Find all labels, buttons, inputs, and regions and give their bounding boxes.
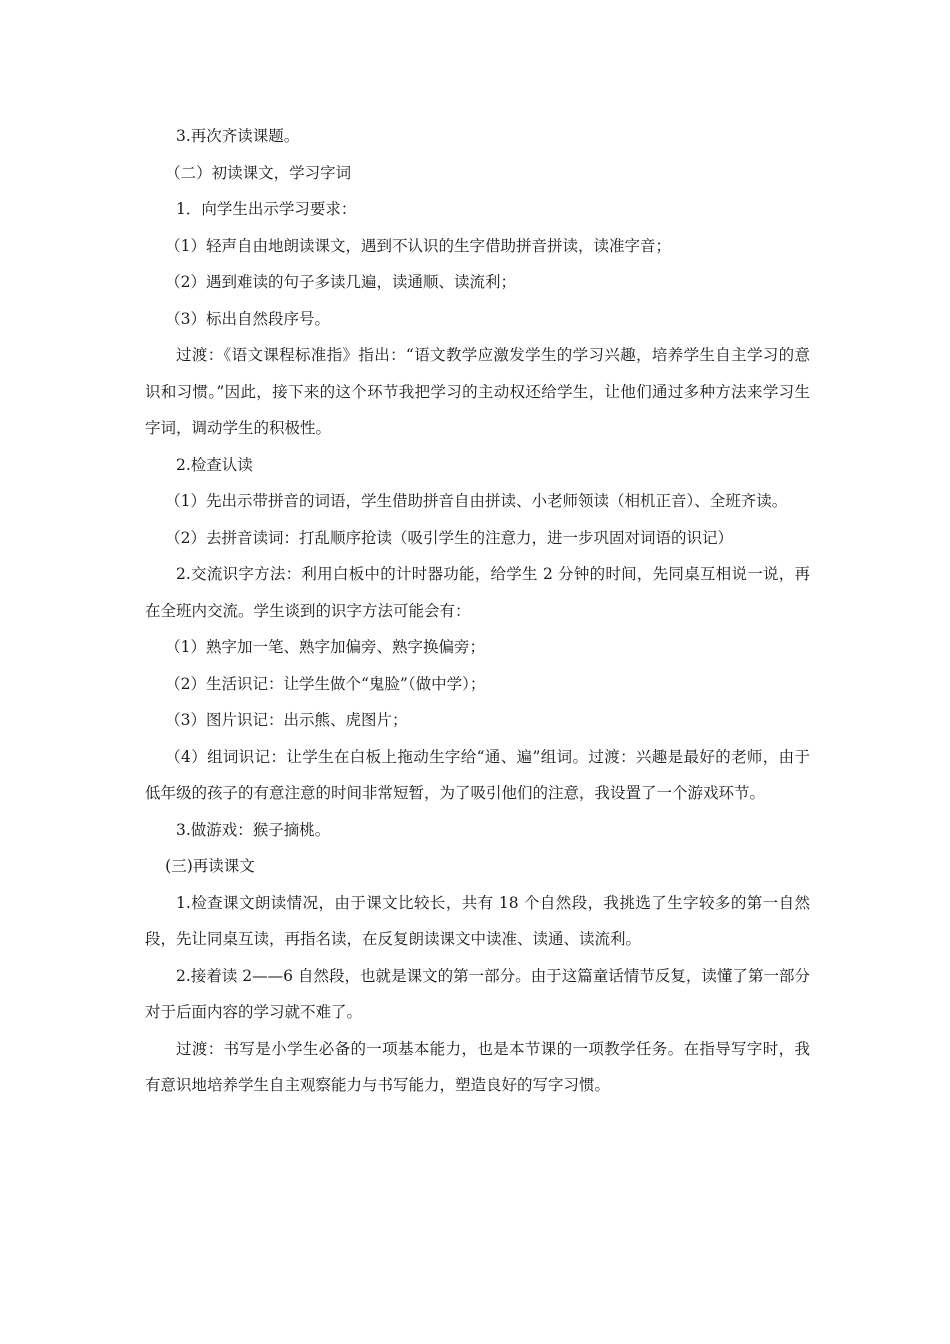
section-heading: （二）初读课文，学习字词 [165,163,352,182]
list-item: （1）先出示带拼音的词语，学生借助拼音自由拼读、小老师领读（相机正音）、全班齐读。 [165,492,788,510]
paragraph: 3.做游戏：猴子摘桃。 [176,820,331,839]
list-item: （1）轻声自由地朗读课文，遇到不认识的生字借助拼音拼读，读准字音； [165,236,672,255]
paragraph: 过渡：书写是小学生必备的一项基本能力，也是本节课的一项教学任务。在指导写字时，我有意识地培养学生自主观察能力与书写能力，塑造良好的写字习惯。 [145,1039,810,1094]
paragraph: 1.检查课文朗读情况，由于课文比较长，共有 18 个自然段，我挑选了生字较多的第一自然段，先让同桌互读，再指名读，在反复朗读课文中读准、读通、读流利。 [145,893,810,948]
paragraph: 2.交流识字方法：利用白板中的计时器功能，给学生 2 分钟的时间，先同桌互相说一说，再在全班内交流。学生谈到的识字方法可能会有： [145,565,810,620]
list-item: （4）组词识记：让学生在白板上拖动生字给“通、遍”组词。过渡：兴趣是最好的老师，由于低年级的孩子的有意注意的时间非常短暂，为了吸引他们的注意，我设置了一个游戏环节。 [145,747,810,802]
list-item: （3）图片识记：出示熊、虎图片； [165,711,408,729]
paragraph: 1．向学生出示学习要求： [176,200,357,218]
list-item: （2）去拼音读词：打乱顺序抢读（吸引学生的注意力，进一步巩固对词语的识记） [165,528,734,547]
document-body [145,118,810,1104]
section-heading: (三)再读课文 [165,857,255,875]
list-item: （2）生活识记：让学生做个“鬼脸”（做中学）； [165,674,486,693]
list-item: （2）遇到难读的句子多读几遍，读通顺、读流利； [165,273,517,291]
paragraph: 2.检查认读 [176,455,253,474]
list-item: （1）熟字加一笔、熟字加偏旁、熟字换偏旁； [165,638,486,656]
list-item: （3）标出自然段序号。 [165,309,331,328]
paragraph: 2.接着读 2——6 自然段，也就是课文的第一部分。由于这篇童话情节反复，读懂了第一部分对于后面内容的学习就不难了。 [145,966,810,1021]
paragraph: 3.再次齐读课题。 [176,127,300,145]
paragraph: 过渡：《语文课程标准指》指出：“语文教学应激发学生的学习兴趣，培养学生自主学习的意识和习惯。”因此，接下来的这个环节我把学习的主动权还给学生，让他们通过多种方法来学习生字词，调动学生的积极性。 [145,346,810,437]
